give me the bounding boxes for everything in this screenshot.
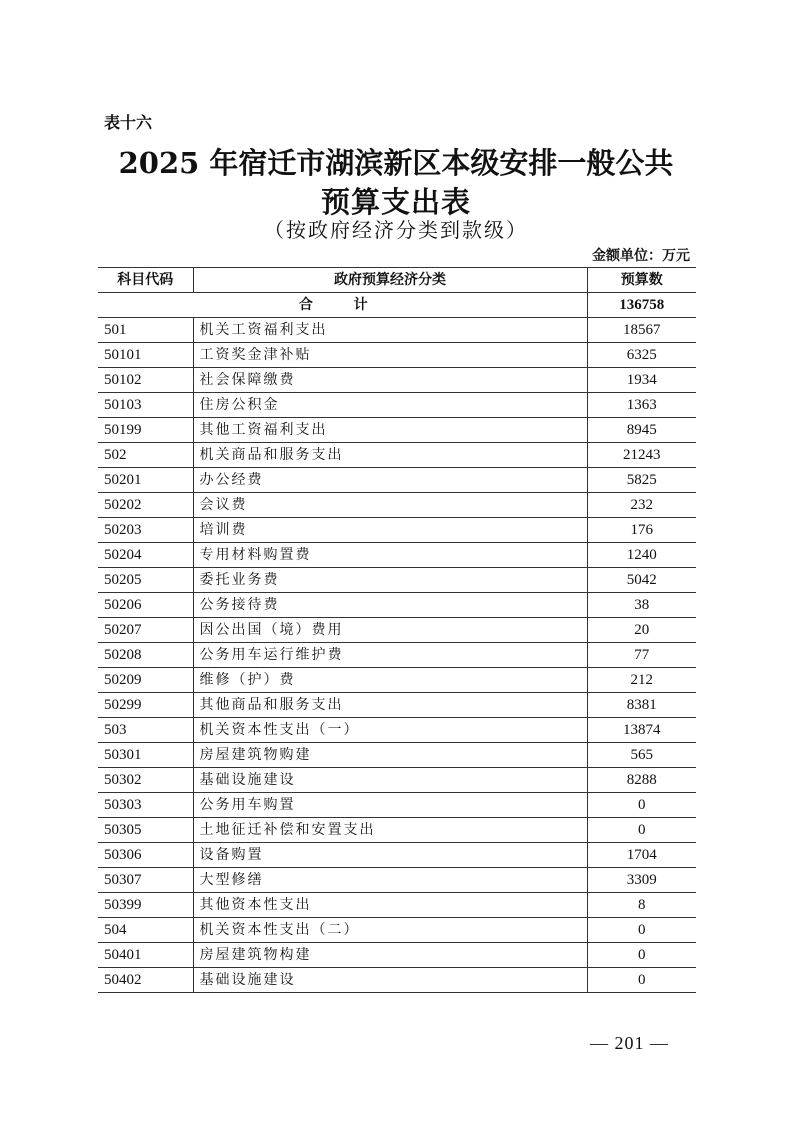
table-row — [98, 943, 696, 968]
row-code: 50399 — [98, 893, 193, 918]
row-code: 50103 — [98, 393, 193, 418]
row-code: 50401 — [98, 943, 193, 968]
table-row — [98, 568, 696, 593]
row-name: 专用材料购置费 — [193, 543, 587, 568]
row-code: 503 — [98, 718, 193, 743]
row-code: 50299 — [98, 693, 193, 718]
row-code: 50201 — [98, 468, 193, 493]
row-amount: 176 — [587, 518, 696, 543]
row-amount: 232 — [587, 493, 696, 518]
row-amount: 212 — [587, 668, 696, 693]
row-name: 基础设施建设 — [193, 768, 587, 793]
row-amount: 18567 — [587, 318, 696, 343]
row-name: 其他资本性支出 — [193, 893, 587, 918]
row-amount: 565 — [587, 743, 696, 768]
row-amount: 8945 — [587, 418, 696, 443]
row-code: 50102 — [98, 368, 193, 393]
row-amount: 0 — [587, 968, 696, 993]
row-code: 50302 — [98, 768, 193, 793]
page-subtitle: （按政府经济分类到款级） — [264, 218, 528, 242]
row-name: 因公出国（境）费用 — [193, 618, 587, 643]
table-row — [98, 868, 696, 893]
header-name: 政府预算经济分类 — [193, 268, 587, 293]
row-amount: 0 — [587, 818, 696, 843]
row-name: 委托业务费 — [193, 568, 587, 593]
table-row — [98, 593, 696, 618]
table-row — [98, 843, 696, 868]
row-amount: 1934 — [587, 368, 696, 393]
row-amount: 8381 — [587, 693, 696, 718]
row-amount: 21243 — [587, 443, 696, 468]
row-name: 基础设施建设 — [193, 968, 587, 993]
row-amount: 1704 — [587, 843, 696, 868]
row-name: 大型修缮 — [193, 868, 587, 893]
table-row — [98, 368, 696, 393]
row-code: 50306 — [98, 843, 193, 868]
row-name: 房屋建筑物构建 — [193, 943, 587, 968]
total-row — [98, 293, 696, 318]
table-row — [98, 543, 696, 568]
table-row — [98, 968, 696, 993]
table-row — [98, 743, 696, 768]
row-name: 房屋建筑物购建 — [193, 743, 587, 768]
table-header-row — [98, 268, 696, 293]
row-code: 50301 — [98, 743, 193, 768]
row-code: 504 — [98, 918, 193, 943]
row-name: 培训费 — [193, 518, 587, 543]
table-row — [98, 443, 696, 468]
row-name: 公务用车运行维护费 — [193, 643, 587, 668]
table-row — [98, 693, 696, 718]
row-amount: 13874 — [587, 718, 696, 743]
table-row — [98, 418, 696, 443]
table-row — [98, 918, 696, 943]
row-name: 工资奖金津补贴 — [193, 343, 587, 368]
total-label: 合 计 — [98, 293, 587, 318]
table-row — [98, 768, 696, 793]
table-row — [98, 818, 696, 843]
table-row — [98, 618, 696, 643]
table-number: 表十六 — [104, 113, 153, 132]
row-name: 土地征迁补偿和安置支出 — [193, 818, 587, 843]
row-name: 机关工资福利支出 — [193, 318, 587, 343]
row-amount: 1363 — [587, 393, 696, 418]
row-amount: 77 — [587, 643, 696, 668]
header-amount: 预算数 — [587, 268, 696, 293]
row-code: 50205 — [98, 568, 193, 593]
table-row — [98, 493, 696, 518]
row-amount: 5042 — [587, 568, 696, 593]
row-code: 50202 — [98, 493, 193, 518]
row-name: 公务用车购置 — [193, 793, 587, 818]
table-row — [98, 893, 696, 918]
row-code: 50206 — [98, 593, 193, 618]
row-amount: 5825 — [587, 468, 696, 493]
table-row — [98, 393, 696, 418]
table-row — [98, 518, 696, 543]
table-row — [98, 468, 696, 493]
row-code: 50199 — [98, 418, 193, 443]
row-name: 设备购置 — [193, 843, 587, 868]
row-amount: 3309 — [587, 868, 696, 893]
table-row — [98, 318, 696, 343]
table-row — [98, 643, 696, 668]
row-code: 50402 — [98, 968, 193, 993]
row-amount: 0 — [587, 943, 696, 968]
row-name: 公务接待费 — [193, 593, 587, 618]
row-code: 50204 — [98, 543, 193, 568]
row-name: 其他工资福利支出 — [193, 418, 587, 443]
row-code: 50101 — [98, 343, 193, 368]
table-row — [98, 343, 696, 368]
row-code: 501 — [98, 318, 193, 343]
row-code: 50305 — [98, 818, 193, 843]
row-name: 机关商品和服务支出 — [193, 443, 587, 468]
row-code: 50303 — [98, 793, 193, 818]
row-amount: 0 — [587, 793, 696, 818]
row-name: 会议费 — [193, 493, 587, 518]
row-code: 502 — [98, 443, 193, 468]
row-name: 其他商品和服务支出 — [193, 693, 587, 718]
row-amount: 20 — [587, 618, 696, 643]
row-code: 50203 — [98, 518, 193, 543]
row-amount: 8288 — [587, 768, 696, 793]
row-code: 50208 — [98, 643, 193, 668]
row-name: 机关资本性支出（一） — [193, 718, 587, 743]
page-number: — 201 — — [590, 1033, 669, 1053]
total-amount: 136758 — [587, 293, 696, 318]
row-amount: 0 — [587, 918, 696, 943]
amount-unit: 金额单位：万元 — [592, 248, 690, 264]
row-name: 维修（护）费 — [193, 668, 587, 693]
row-code: 50307 — [98, 868, 193, 893]
page-title-line-2: 预算支出表 — [320, 185, 471, 219]
row-name: 办公经费 — [193, 468, 587, 493]
page-title-line-1: 2025 年宿迁市湖滨新区本级安排一般公共 — [118, 146, 674, 180]
row-code: 50207 — [98, 618, 193, 643]
table-row — [98, 718, 696, 743]
row-amount: 1240 — [587, 543, 696, 568]
row-amount: 8 — [587, 893, 696, 918]
budget-table — [98, 267, 696, 993]
table-row — [98, 793, 696, 818]
table-row — [98, 668, 696, 693]
row-name: 社会保障缴费 — [193, 368, 587, 393]
row-code: 50209 — [98, 668, 193, 693]
row-amount: 6325 — [587, 343, 696, 368]
row-amount: 38 — [587, 593, 696, 618]
row-name: 住房公积金 — [193, 393, 587, 418]
header-code: 科目代码 — [98, 268, 193, 293]
row-name: 机关资本性支出（二） — [193, 918, 587, 943]
